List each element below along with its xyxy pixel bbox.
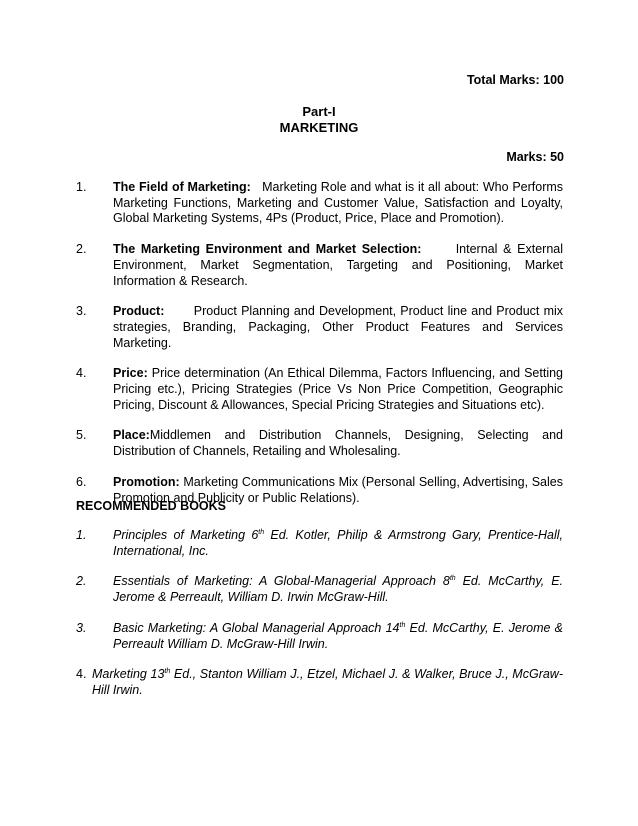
- book-item: [76, 574, 563, 605]
- total-marks: Total Marks: 100: [466, 73, 564, 87]
- book-number: 3.: [76, 620, 87, 635]
- item-title: The Marketing Environment and Market Selection:: [113, 242, 422, 257]
- books-list: [76, 528, 563, 699]
- book-sup: th: [164, 668, 171, 676]
- item-text: Marketing Role and what is it all about: Who Performs Marketing Functions, Marketing and Customer Value, Satisfaction and Loyalty, Global Marketing Systems, 4Ps (Product, Price, Place and Promotion).: [113, 180, 564, 226]
- book-item: [76, 621, 563, 652]
- book-sup: th: [258, 528, 265, 536]
- item-text: Marketing Communications Mix (Personal Selling, Advertising, Sales Promotion and Publicity or Public Relations).: [113, 474, 563, 505]
- book-title: Principles of Marketing 6: [113, 528, 259, 542]
- syllabus-item: [76, 366, 563, 413]
- book-details: Ed., Stanton William J., Etzel, Michael J. & Walker, Bruce J., McGraw-Hill Irwin.: [92, 667, 563, 697]
- item-text: Middlemen and Distribution Channels, Designing, Selecting and Distribution of Channels, Retailing and Wholesaling.: [113, 428, 563, 459]
- part-label: Part-I: [302, 104, 336, 119]
- syllabus-item: [76, 180, 563, 227]
- book-item: [76, 528, 563, 559]
- book-details: Ed. McCarthy, E. Jerome & Perreault William D. McGraw-Hill Irwin.: [113, 620, 563, 651]
- marks-label: Marks: 50: [506, 150, 564, 164]
- syllabus-item: [76, 242, 563, 289]
- item-title: Promotion:: [113, 474, 180, 489]
- book-sup: th: [399, 621, 406, 629]
- part-heading: [0, 104, 638, 136]
- item-title: The Field of Marketing:: [113, 180, 251, 194]
- book-sup: th: [449, 575, 456, 583]
- book-number: 2.: [76, 574, 87, 589]
- item-title: Product:: [113, 304, 165, 319]
- item-number: 4.: [76, 366, 87, 381]
- item-number: 5.: [76, 428, 87, 443]
- syllabus-item: [76, 428, 563, 459]
- book-title: Marketing 13: [92, 667, 165, 682]
- item-number: 2.: [76, 242, 87, 257]
- item-text: Internal & External Environment, Market Segmentation, Targeting and Positioning, Market Information & Research.: [113, 242, 564, 288]
- item-number: 6.: [76, 474, 87, 489]
- book-item: [76, 667, 563, 698]
- book-details: Ed. Kotler, Philip & Armstrong Gary, Prentice-Hall, International, Inc.: [113, 528, 563, 558]
- book-title: Basic Marketing: A Global Managerial Approach 14: [113, 620, 400, 635]
- subject-title: MARKETING: [279, 120, 359, 135]
- book-number: 1.: [76, 528, 87, 542]
- item-number: 1.: [76, 180, 87, 194]
- item-text: Price determination (An Ethical Dilemma, Factors Influencing, and Setting Pricing etc.), Pricing Strategies (Price Vs Non Price Competition, Geographic Pricing, Discount & Allowances, Special Pricing Strategies and Situations etc).: [113, 366, 563, 412]
- item-title: Place:: [113, 428, 150, 443]
- item-title: Price:: [113, 366, 148, 381]
- book-title: Essentials of Marketing: A Global-Managerial Approach 8: [113, 574, 450, 589]
- book-number: 4.: [76, 667, 87, 682]
- syllabus-item: [76, 304, 563, 351]
- book-details: Ed. McCarthy, E. Jerome & Perreault, William D. Irwin McGraw-Hill.: [113, 574, 564, 605]
- item-number: 3.: [76, 304, 87, 319]
- syllabus-list: [76, 180, 563, 506]
- item-text: Product Planning and Development, Product line and Product mix strategies, Branding, Packaging, Other Product Features and Services Marketing.: [113, 304, 564, 350]
- recommended-books-heading: RECOMMENDED BOOKS: [76, 499, 227, 513]
